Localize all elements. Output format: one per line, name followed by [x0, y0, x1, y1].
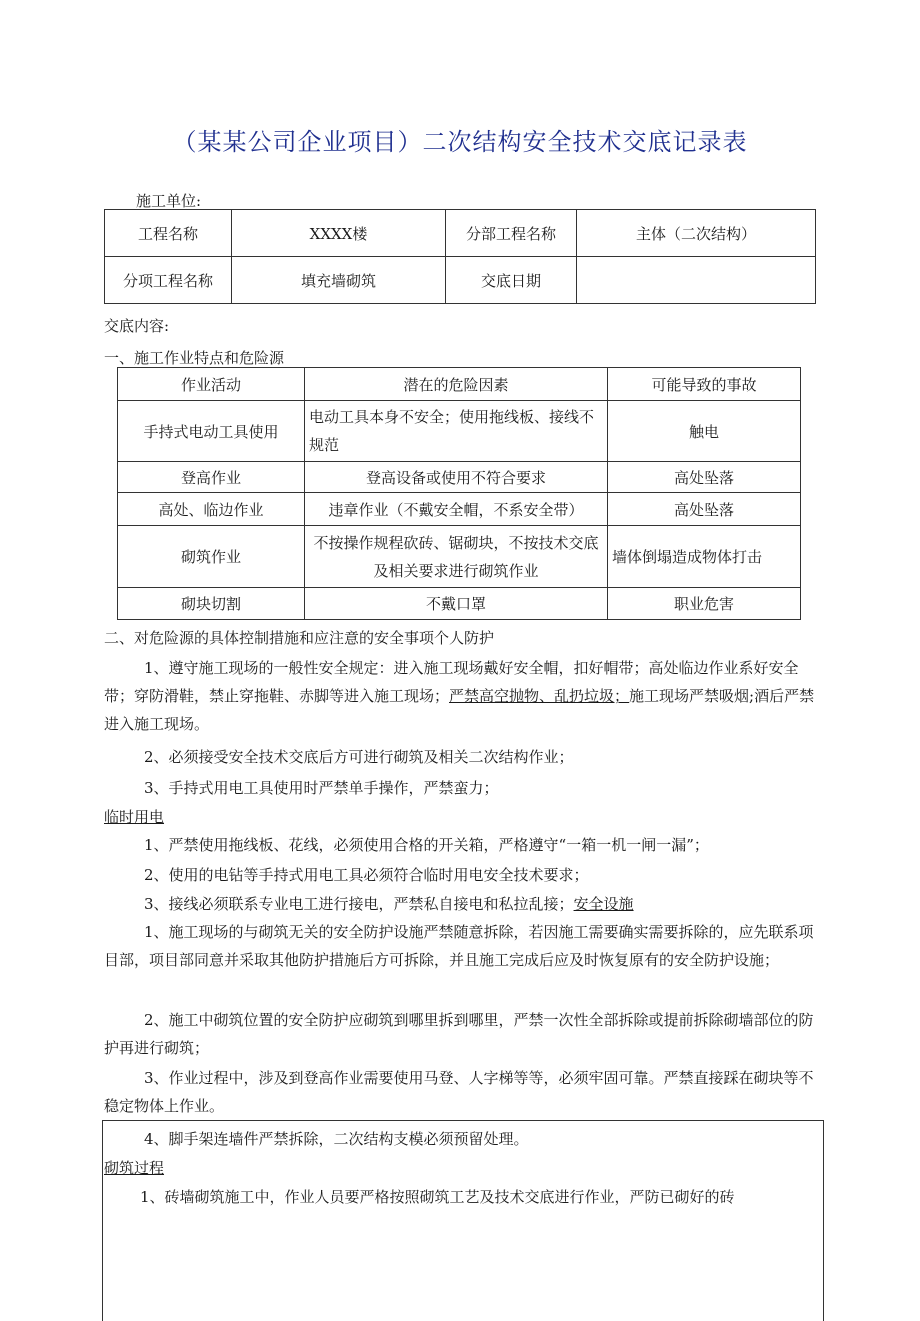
activity-cell: 砌筑作业 [118, 526, 305, 588]
activity-cell: 砌块切割 [118, 588, 305, 620]
paragraph-safety-2: 2、施工中砌筑位置的安全防护应砌筑到哪里拆到哪里，严禁一次性全部拆除或提前拆除砌墙部位的防护再进行砌筑； [104, 1011, 814, 1057]
table-row [105, 257, 816, 304]
accident-cell: 高处坠落 [608, 462, 801, 493]
paragraph-safety-3: 3、作业过程中，涉及到登高作业需要使用马登、人字梯等等，必须牢固可靠。严禁直接踩在砌块等不稳定物体上作业。 [104, 1069, 814, 1115]
header-activity: 作业活动 [118, 368, 305, 401]
general-safety-text-a: 1、遵守施工现场的一般性安全规定：进入施工现场戴好安全帽，扣好帽带；高处临边作业系好安全带；穿防滑鞋，禁止穿拖鞋、赤脚等进入施工现场； [104, 659, 799, 705]
paragraph-power-2: 2、使用的电钻等手持式用电工具必须符合临时用电安全技术要求； [144, 866, 589, 884]
header-accident: 可能导致的事故 [608, 368, 801, 401]
briefing-date-label: 交底日期 [446, 257, 577, 304]
paragraph-safety-1: 1、施工现场的与砌筑无关的安全防护设施严禁随意拆除，若因施工需要确实需要拆除的，应先联系项目部，项目部同意并采取其他防护措施后方可拆除，并且施工完成后应及时恢复原有的安全防护设施； [104, 923, 814, 969]
paragraph-safety-4: 4、脚手架连墙件严禁拆除，二次结构支模必须预留处理。 [144, 1130, 529, 1148]
heading-temporary-power: 临时用电 [104, 808, 165, 826]
hazard-cell: 登高设备或使用不符合要求 [305, 462, 608, 493]
accident-cell: 触电 [608, 401, 801, 462]
table-row [105, 210, 816, 257]
project-name-value: XXXX楼 [232, 210, 446, 257]
table-row [118, 493, 801, 526]
paragraph-power-1: 1、严禁使用拖线板、花线，必须使用合格的开关箱，严格遵守“一箱一机一闸一漏”； [144, 836, 709, 854]
section-1-heading: 一、施工作业特点和危险源 [104, 349, 285, 367]
table-row [118, 401, 801, 462]
table-row [118, 368, 801, 401]
power-3-text: 3、接线必须联系专业电工进行接电，严禁私自接电和私拉乱接； [144, 895, 574, 913]
accident-cell: 高处坠落 [608, 493, 801, 526]
section-2-heading: 二、对危险源的具体控制措施和应注意的安全事项个人防护 [104, 629, 495, 647]
subitem-name-value: 填充墙砌筑 [232, 257, 446, 304]
paragraph-briefing: 2、必须接受安全技术交底后方可进行砌筑及相关二次结构作业； [144, 748, 574, 766]
paragraph-general-safety [104, 654, 824, 738]
general-safety-underlined: 严禁高空抛物、乱扔垃圾； [449, 687, 630, 705]
subitem-name-label: 分项工程名称 [105, 257, 232, 304]
activity-cell: 高处、临边作业 [118, 493, 305, 526]
project-info-table [104, 209, 816, 304]
table-row [118, 462, 801, 493]
activity-cell: 登高作业 [118, 462, 305, 493]
hazard-cell: 不戴口罩 [305, 588, 608, 620]
hazard-cell: 违章作业（不戴安全帽，不系安全带） [305, 493, 608, 526]
table-row [118, 526, 801, 588]
content-label: 交底内容: [104, 317, 170, 335]
division-name-value: 主体（二次结构） [577, 210, 816, 257]
table-row [118, 588, 801, 620]
hazard-table [117, 367, 801, 620]
heading-safety-facilities: 安全设施 [573, 895, 634, 913]
project-name-label: 工程名称 [105, 210, 232, 257]
paragraph-masonry-1: 1、砖墙砌筑施工中，作业人员要严格按照砌筑工艺及技术交底进行作业，严防已砌好的砖 [140, 1188, 735, 1206]
construction-unit-label: 施工单位: [136, 192, 202, 210]
general-safety-text-b: 施工现场严禁吸烟;酒后严禁进入施工现场。 [104, 687, 815, 733]
accident-cell: 墙体倒塌造成物体打击 [608, 526, 801, 588]
heading-masonry-process: 砌筑过程 [104, 1159, 165, 1177]
division-name-label: 分部工程名称 [446, 210, 577, 257]
header-hazard: 潜在的危险因素 [305, 368, 608, 401]
continuation-box [102, 1120, 824, 1321]
paragraph-power-tools: 3、手持式用电工具使用时严禁单手操作，严禁蛮力； [144, 779, 499, 797]
hazard-cell: 不按操作规程砍砖、锯砌块，不按技术交底及相关要求进行砌筑作业 [305, 526, 608, 588]
hazard-cell: 电动工具本身不安全；使用拖线板、接线不规范 [305, 401, 608, 462]
accident-cell: 职业危害 [608, 588, 801, 620]
page-title: （某某公司企业项目）二次结构安全技术交底记录表 [172, 128, 748, 156]
briefing-date-value [577, 257, 816, 304]
paragraph-power-3 [144, 893, 634, 914]
activity-cell: 手持式电动工具使用 [118, 401, 305, 462]
